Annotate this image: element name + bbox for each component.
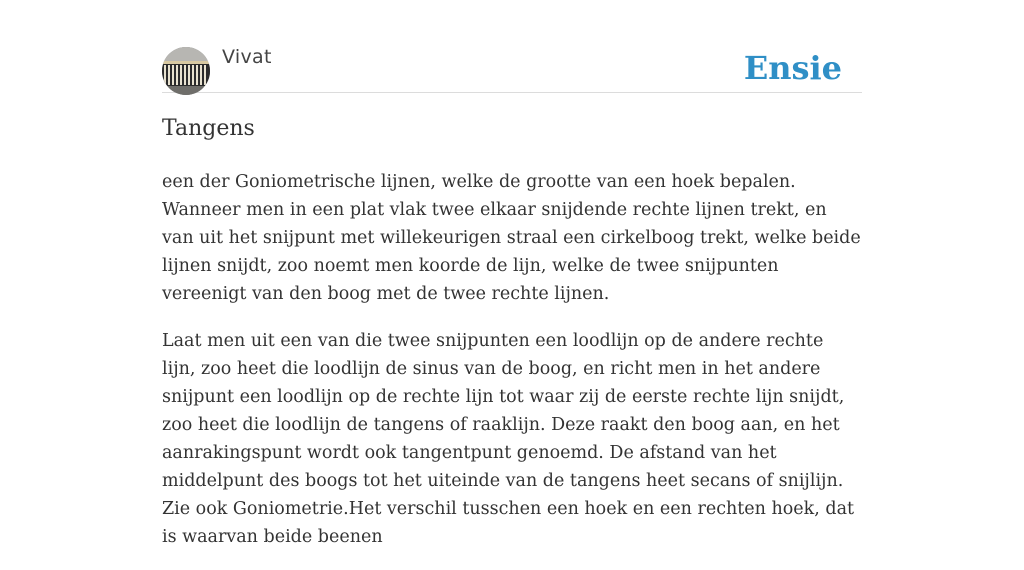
header [162,46,862,93]
paragraph: Laat men uit een van die twee snijpunten een loodlijn op de andere rechte lijn, zoo heet die loodlijn de sinus van de boog, en richt men in het andere snijpunt een loodlijn op de rechte lijn tot waar zij de eerste rechte lijn snijdt, zoo heet die loodlijn de tangens of raaklijn. Deze raakt den boog aan, en het aanrakingspunt wordt ook tangentpunt genoemd. De afstand van het middelpunt des boogs tot het uiteinde van de tangens heet secans of snijlijn. Zie ook Goniometrie.Het verschil tusschen een hoek en een rechten hoek, dat is waarvan beide beenen [162,331,855,547]
brand-logo[interactable]: Ensie [743,49,842,87]
avatar-image [162,47,210,95]
author-name[interactable]: Vivat [222,46,272,68]
paragraph: een der Goniometrische lijnen, welke de grootte van een hoek bepalen. Wanneer men in een plat vlak twee elkaar snijdende rechte lijnen trekt, en van uit het snijpunt met willekeurigen straal een cirkelboog trekt, welke beide lijnen snijdt, zoo noemt men koorde de lijn, welke de twee snijpunten vereenigt van den boog met de twee rechte lijnen. [162,172,861,304]
avatar[interactable] [162,47,210,95]
article-body [162,168,862,570]
page-title: Tangens [162,116,255,141]
